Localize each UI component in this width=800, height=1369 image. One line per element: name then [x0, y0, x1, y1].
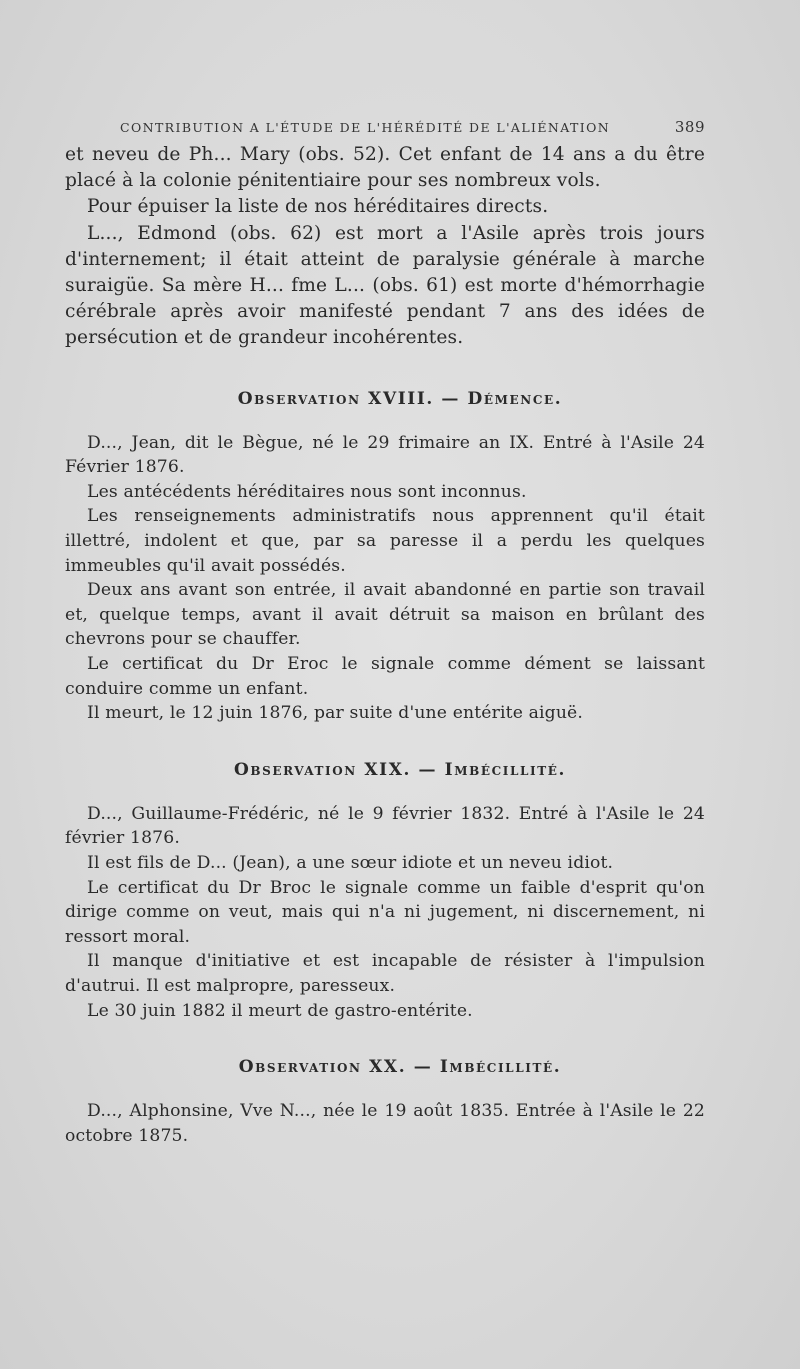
- running-header: [120, 118, 705, 136]
- observation-19-heading: Observation XIX. — Imbécillité.: [233, 759, 567, 780]
- page-number: 389: [674, 118, 705, 136]
- obs19-paragraph-2: Il est fils de D... (Jean), a une sœur idiote et un neveu idiot.: [87, 852, 614, 873]
- obs18-paragraph-4: Deux ans avant son entrée, il avait abandonné en partie son travail et, quelque temps, avant il avait détruit sa maison en brûlant des chevrons pour se chauffer.: [65, 580, 705, 650]
- obs18-paragraph-5: Le certificat du Dr Eroc le signale comme dément se laissant conduire comme un enfant.: [65, 653, 705, 699]
- obs18-paragraph-1: D..., Jean, dit le Bègue, né le 29 frimaire an IX. Entré à l'Asile 24 Février 1876.: [65, 432, 705, 478]
- intro-paragraph-3: L..., Edmond (obs. 62) est mort a l'Asile après trois jours d'internement; il était atteint de paralysie générale à marche suraigüe. Sa mère H... fme L... (obs. 61) est morte d'hémorrhagie cérébrale après avoir manifesté pendant 7 ans des idées de persécution et de grandeur incohérentes.: [65, 222, 705, 349]
- intro-paragraph-2: Pour épuiser la liste de nos héréditaires directs.: [87, 196, 549, 218]
- obs19-paragraph-4: Il manque d'initiative et est incapable de résister à l'impulsion d'autrui. Il est malpropre, paresseux.: [65, 951, 705, 996]
- obs18-paragraph-3: Les renseignements administratifs nous apprennent qu'il était illettré, indolent et que, par sa paresse il a perdu les quelques immeubles qu'il avait possédés.: [65, 506, 705, 576]
- obs19-paragraph-5: Le 30 juin 1882 il meurt de gastro-entérite.: [87, 1000, 473, 1021]
- observation-19-body: [65, 802, 705, 1023]
- running-title: CONTRIBUTION A L'ÉTUDE DE L'HÉRÉDITÉ DE L'ALIÉNATION: [120, 120, 611, 135]
- observation-18-body: [65, 431, 705, 726]
- observation-18-heading: Observation XVIII. — Démence.: [237, 388, 563, 409]
- observation-20-body: [65, 1099, 705, 1148]
- observation-20-heading: Observation XX. — Imbécillité.: [238, 1057, 562, 1078]
- obs20-paragraph-1: D..., Alphonsine, Vve N..., née le 19 août 1835. Entrée à l'Asile le 22 octobre 1875.: [65, 1101, 705, 1146]
- obs18-paragraph-6: Il meurt, le 12 juin 1876, par suite d'une entérite aiguë.: [87, 703, 583, 724]
- obs19-paragraph-1: D..., Guillaume-Frédéric, né le 9 février 1832. Entré à l'Asile le 24 février 1876.: [65, 803, 705, 849]
- intro-paragraph-1: et neveu de Ph... Mary (obs. 52). Cet enfant de 14 ans a du être placé à la colonie pénitentiaire pour ses nombreux vols.: [65, 144, 705, 192]
- obs19-paragraph-3: Le certificat du Dr Broc le signale comme un faible d'esprit qu'on dirige comme on veut, mais qui n'a ni jugement, ni discernement, ni ressort moral.: [65, 877, 705, 947]
- intro-section: [65, 142, 705, 352]
- obs18-paragraph-2: Les antécédents héréditaires nous sont inconnus.: [87, 481, 527, 502]
